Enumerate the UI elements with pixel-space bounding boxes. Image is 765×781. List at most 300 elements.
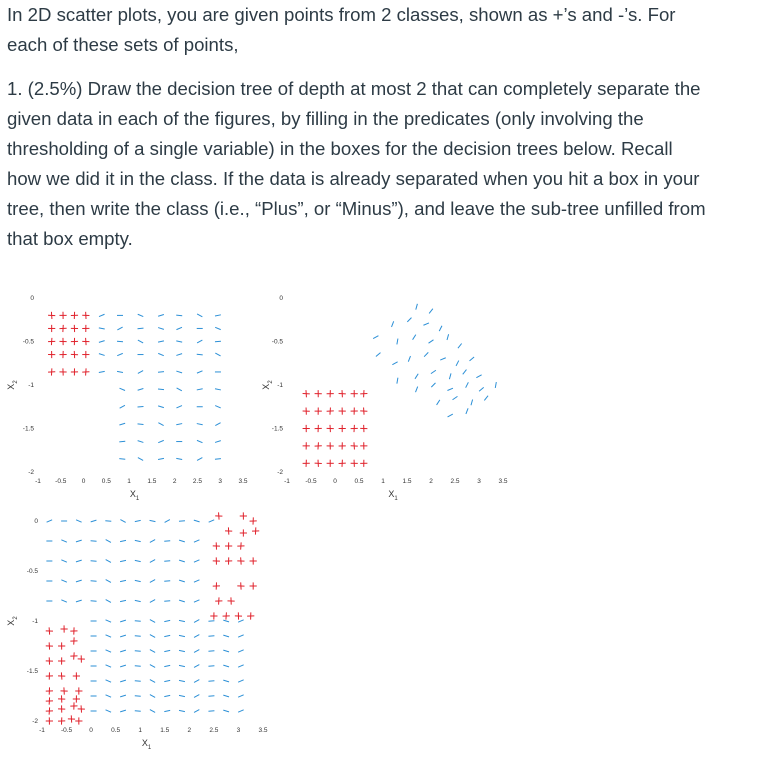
minus-marker (466, 408, 468, 414)
minus-marker (164, 541, 170, 542)
minus-marker (238, 650, 244, 652)
plus-marker (48, 338, 55, 345)
plus-marker (59, 338, 66, 345)
plus-marker (58, 695, 65, 702)
plus-marker (315, 390, 322, 397)
plus-marker (327, 442, 334, 449)
minus-marker (176, 341, 182, 342)
x-tick-label: 1 (127, 478, 131, 485)
plus-marker (327, 390, 334, 397)
x-tick-label: -1 (35, 478, 41, 485)
plus-marker (303, 460, 310, 467)
minus-marker (106, 695, 112, 697)
plus-marker (252, 527, 259, 534)
minus-marker (424, 352, 428, 356)
minus-marker (197, 314, 202, 317)
plus-marker (303, 408, 310, 415)
minus-marker (164, 695, 170, 696)
minus-marker (135, 520, 141, 521)
minus-marker (194, 580, 200, 582)
minus-marker (135, 666, 141, 667)
minus-marker (238, 665, 244, 667)
minus-marker (176, 315, 182, 316)
minus-marker (423, 323, 429, 325)
y-tick-label: -1 (28, 382, 34, 389)
plus-marker (71, 325, 78, 332)
plus-marker (360, 425, 367, 432)
x-tick-label: -0.5 (305, 478, 317, 485)
plus-marker (59, 312, 66, 319)
y-axis-label: $X_2$ (6, 380, 19, 390)
minus-marker (179, 620, 185, 621)
minus-marker (215, 459, 221, 460)
minus-marker (150, 600, 155, 603)
plus-marker (82, 338, 89, 345)
minus-marker (447, 388, 453, 390)
plus-marker (223, 612, 230, 619)
plus-marker (351, 460, 358, 467)
x-tick-label: 1.5 (147, 478, 157, 485)
minus-marker (176, 406, 182, 408)
minus-marker (397, 339, 398, 345)
x-tick-label: 0.5 (101, 478, 111, 485)
minus-marker (179, 695, 185, 696)
minus-marker (238, 710, 244, 712)
minus-marker (215, 406, 221, 408)
minus-marker (117, 371, 123, 372)
minus-marker (413, 335, 416, 340)
minus-marker (150, 540, 155, 543)
plus-marker (315, 425, 322, 432)
minus-marker (448, 414, 453, 417)
minus-marker (164, 581, 170, 582)
minus-marker (484, 396, 488, 401)
minus-marker (91, 581, 97, 582)
minus-marker (135, 651, 141, 652)
minus-marker (479, 387, 484, 391)
plus-marker (58, 657, 65, 664)
y-tick-label: -1.5 (26, 668, 38, 675)
plus-marker (48, 368, 55, 375)
minus-marker (106, 580, 111, 583)
minus-marker (456, 361, 459, 366)
minus-marker (138, 371, 143, 374)
plus-marker (82, 351, 89, 358)
plus-marker (237, 542, 244, 549)
y-tick-label: -1 (277, 382, 283, 389)
x-axis-label: $X_1$ (388, 489, 398, 502)
plus-marker (46, 627, 53, 634)
minus-marker (223, 710, 229, 712)
plus-marker (61, 625, 68, 632)
plus-marker (250, 582, 257, 589)
x-tick-label: 1.5 (160, 727, 170, 734)
plus-marker (75, 717, 82, 724)
minus-marker (208, 696, 214, 697)
plus-marker (240, 529, 247, 536)
minus-marker (135, 560, 141, 561)
plus-marker (71, 351, 78, 358)
minus-marker (120, 540, 126, 541)
minus-marker (176, 327, 182, 329)
minus-marker (476, 375, 481, 378)
minus-marker (106, 680, 112, 682)
minus-marker (158, 406, 164, 408)
minus-marker (176, 371, 182, 373)
x-tick-label: 2.5 (209, 727, 219, 734)
minus-marker (449, 373, 451, 379)
minus-marker (135, 711, 141, 712)
minus-marker (223, 620, 229, 622)
minus-marker (150, 520, 156, 521)
minus-marker (194, 650, 199, 653)
x-tick-label: 2 (172, 478, 177, 485)
minus-marker (194, 540, 200, 542)
minus-marker (99, 371, 105, 372)
minus-marker (158, 372, 164, 373)
minus-marker (447, 334, 449, 340)
minus-marker (179, 665, 185, 666)
minus-marker (215, 327, 221, 329)
minus-marker (135, 540, 141, 541)
plus-marker (360, 390, 367, 397)
minus-marker (138, 424, 144, 425)
minus-marker (150, 695, 155, 698)
minus-marker (164, 680, 170, 681)
plus-marker (240, 512, 247, 519)
plus-marker (46, 657, 53, 664)
intro-line: In 2D scatter plots, you are given points from 2 classes, shown as +’s and -’s. For (7, 4, 676, 25)
minus-marker (431, 383, 435, 387)
scatter-plot-3 (0, 505, 280, 781)
plus-marker (82, 368, 89, 375)
plus-marker (351, 390, 358, 397)
plus-marker (70, 637, 77, 644)
plus-marker (213, 557, 220, 564)
plus-marker (73, 695, 80, 702)
y-tick-label: -0.5 (271, 338, 283, 346)
plus-marker (46, 707, 53, 714)
minus-marker (194, 635, 199, 638)
plus-marker (61, 687, 68, 694)
x-tick-label: 3 (218, 478, 223, 485)
minus-marker (429, 309, 433, 314)
minus-marker (194, 620, 199, 623)
minus-marker (158, 389, 164, 390)
minus-marker (197, 371, 203, 373)
plus-marker (225, 542, 232, 549)
scatter-plot-1 (0, 280, 255, 510)
plus-marker (250, 517, 257, 524)
minus-marker (138, 458, 143, 461)
minus-marker (135, 696, 141, 697)
question-line: how we did it in the class. If the data is already separated when you hit a box in your (7, 168, 700, 189)
x-tick-label: 1 (138, 727, 143, 734)
scatter-plot-2 (255, 280, 525, 510)
minus-marker (158, 353, 164, 355)
x-tick-label: 0.5 (354, 478, 364, 485)
y-tick-label: -2 (32, 718, 38, 725)
minus-marker (208, 666, 214, 667)
minus-marker (138, 314, 144, 316)
minus-marker (179, 680, 185, 681)
plus-marker (315, 460, 322, 467)
minus-marker (392, 321, 394, 327)
plus-marker (227, 597, 234, 604)
minus-marker (99, 328, 105, 329)
plus-marker (46, 642, 53, 649)
plus-marker (339, 442, 346, 449)
minus-marker (164, 710, 170, 711)
plus-marker (78, 705, 85, 712)
plus-marker (46, 697, 53, 704)
minus-marker (179, 650, 185, 651)
y-axis-label: $X_2$ (6, 616, 19, 626)
plus-marker (351, 425, 358, 432)
plus-marker (315, 442, 322, 449)
plus-marker (48, 351, 55, 358)
minus-marker (158, 341, 164, 342)
minus-marker (150, 650, 155, 653)
minus-marker (164, 601, 170, 602)
plus-marker (215, 512, 222, 519)
minus-marker (223, 680, 229, 682)
y-tick-label: -0.5 (22, 338, 34, 346)
x-tick-label: 3.5 (238, 478, 248, 485)
question-line: that box empty. (7, 228, 133, 249)
minus-marker (194, 560, 200, 562)
minus-marker (91, 601, 97, 602)
plus-marker (46, 717, 53, 724)
minus-marker (150, 710, 155, 713)
minus-marker (150, 665, 155, 668)
minus-marker (194, 600, 200, 602)
minus-marker (215, 353, 220, 356)
x-tick-label: 2 (429, 478, 433, 485)
minus-marker (61, 560, 67, 562)
minus-marker (120, 388, 126, 390)
plus-marker (71, 312, 78, 319)
plus-marker (303, 425, 310, 432)
minus-marker (99, 354, 105, 356)
y-tick-label: -1.5 (22, 425, 34, 433)
minus-marker (197, 340, 202, 343)
minus-marker (138, 340, 143, 343)
plus-marker (327, 408, 334, 415)
x-tick-label: 2.5 (450, 478, 460, 485)
minus-marker (76, 520, 82, 522)
minus-marker (197, 389, 203, 390)
minus-marker (106, 635, 112, 637)
minus-marker (215, 423, 220, 426)
x-axis-label: $X_1$ (129, 489, 140, 502)
minus-marker (106, 665, 112, 667)
plus-marker (237, 582, 244, 589)
minus-marker (194, 695, 199, 698)
x-tick-label: 3.5 (498, 478, 508, 485)
minus-marker (120, 665, 126, 667)
x-tick-label: 0 (89, 727, 93, 734)
minus-marker (238, 620, 244, 622)
plus-marker (303, 390, 310, 397)
minus-marker (120, 710, 126, 712)
minus-marker (223, 695, 229, 697)
plus-marker (73, 672, 80, 679)
minus-marker (135, 681, 141, 682)
plus-marker (327, 425, 334, 432)
question-line: 1. (2.5%) Draw the decision tree of depth at most 2 that can completely separate the (7, 78, 701, 99)
plus-marker (59, 368, 66, 375)
minus-marker (176, 458, 182, 459)
minus-marker (119, 441, 125, 442)
plus-marker (78, 655, 85, 662)
minus-marker (176, 424, 182, 425)
minus-marker (179, 580, 185, 582)
minus-marker (91, 541, 97, 542)
minus-marker (138, 328, 144, 329)
minus-marker (223, 635, 229, 637)
plus-marker (59, 325, 66, 332)
minus-marker (61, 540, 67, 542)
minus-marker (179, 635, 185, 636)
minus-marker (238, 680, 244, 682)
plus-marker (71, 368, 78, 375)
intro-paragraph (7, 0, 759, 60)
plus-marker (82, 312, 89, 319)
plus-marker (225, 557, 232, 564)
minus-marker (177, 388, 182, 391)
minus-marker (416, 387, 418, 393)
x-tick-label: -1 (39, 727, 45, 734)
minus-marker (150, 580, 155, 583)
minus-marker (117, 327, 122, 330)
minus-marker (194, 710, 199, 713)
minus-marker (179, 600, 185, 602)
minus-marker (223, 665, 229, 667)
minus-marker (150, 680, 155, 683)
plus-marker (70, 702, 77, 709)
minus-marker (179, 560, 185, 562)
plus-marker (46, 672, 53, 679)
minus-marker (106, 560, 111, 563)
minus-marker (215, 341, 221, 342)
plus-marker (210, 612, 217, 619)
minus-marker (440, 358, 446, 360)
plus-marker (339, 460, 346, 467)
plus-marker (68, 715, 75, 722)
minus-marker (164, 650, 170, 651)
minus-marker (209, 520, 215, 522)
minus-marker (158, 440, 164, 442)
minus-marker (61, 580, 67, 582)
minus-marker (120, 405, 125, 408)
x-tick-label: 2 (187, 727, 192, 734)
y-tick-label: 0 (34, 518, 38, 525)
minus-marker (106, 710, 112, 712)
minus-marker (164, 635, 170, 636)
minus-marker (194, 680, 199, 683)
minus-marker (120, 635, 126, 637)
minus-marker (437, 400, 440, 405)
minus-marker (119, 459, 125, 460)
minus-marker (120, 680, 126, 682)
plus-marker (59, 351, 66, 358)
y-axis-label: $X_2$ (261, 380, 274, 390)
minus-marker (91, 561, 97, 562)
y-tick-label: 0 (279, 295, 283, 302)
minus-marker (463, 370, 467, 375)
plus-marker (58, 672, 65, 679)
x-tick-label: 3 (477, 478, 481, 485)
minus-marker (194, 665, 199, 668)
minus-marker (76, 580, 82, 582)
minus-marker (135, 600, 141, 601)
plus-marker (48, 325, 55, 332)
plus-marker (303, 442, 310, 449)
plus-marker (58, 705, 65, 712)
minus-marker (470, 357, 475, 361)
minus-marker (120, 650, 126, 652)
minus-marker (76, 600, 82, 602)
question-line: thresholding of a single variable) in the boxes for the decision trees below. Recall (7, 138, 673, 159)
plus-marker (46, 687, 53, 694)
minus-marker (120, 520, 125, 523)
minus-marker (164, 561, 170, 562)
minus-marker (197, 440, 203, 442)
minus-marker (135, 621, 141, 622)
plus-marker (225, 527, 232, 534)
minus-marker (215, 441, 221, 443)
minus-marker (176, 354, 182, 356)
minus-marker (138, 406, 144, 407)
minus-marker (76, 560, 82, 562)
plus-marker (70, 627, 77, 634)
minus-marker (429, 340, 434, 343)
plus-marker (351, 408, 358, 415)
minus-marker (106, 600, 111, 603)
minus-marker (179, 710, 185, 711)
minus-marker (99, 314, 105, 316)
plus-marker (247, 612, 254, 619)
minus-marker (164, 665, 170, 666)
minus-marker (120, 600, 126, 601)
x-tick-label: 3.5 (258, 727, 268, 734)
minus-marker (215, 315, 221, 316)
plus-marker (75, 687, 82, 694)
plus-marker (235, 612, 242, 619)
plus-marker (339, 408, 346, 415)
plus-marker (58, 642, 65, 649)
minus-marker (208, 651, 214, 652)
plus-marker (213, 582, 220, 589)
plus-marker (215, 597, 222, 604)
x-axis-label: $X_1$ (141, 738, 152, 751)
minus-marker (117, 341, 123, 342)
minus-marker (158, 458, 164, 459)
plus-marker (58, 717, 65, 724)
minus-marker (47, 520, 53, 522)
minus-marker (61, 600, 67, 602)
minus-marker (471, 400, 473, 406)
minus-marker (376, 353, 381, 357)
minus-marker (138, 388, 144, 390)
minus-marker (392, 362, 397, 365)
minus-marker (150, 560, 155, 563)
y-tick-label: -1 (32, 618, 38, 625)
minus-marker (197, 424, 203, 425)
y-tick-label: -1.5 (271, 425, 283, 433)
minus-marker (397, 378, 398, 384)
